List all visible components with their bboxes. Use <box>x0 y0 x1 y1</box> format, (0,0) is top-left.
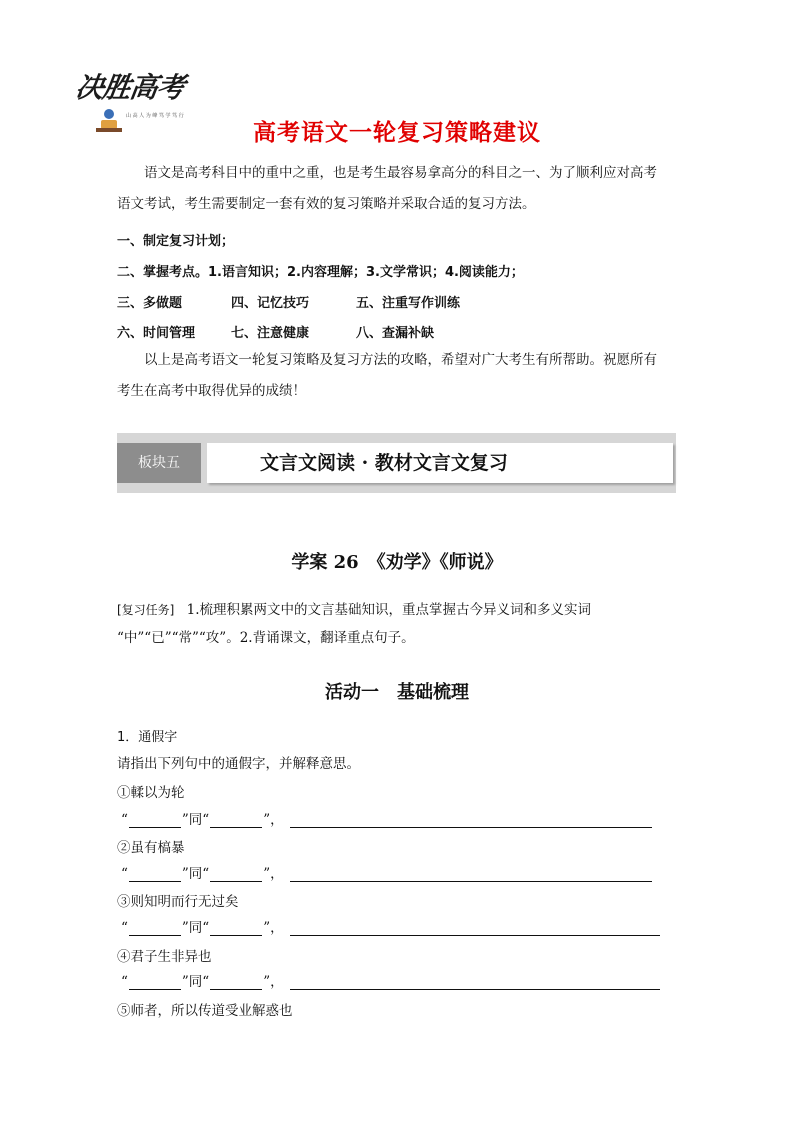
blank-row-3[interactable] <box>121 916 660 936</box>
blank-char-1[interactable] <box>129 975 181 990</box>
quote-open: “ <box>121 974 128 990</box>
same-as-label: ”同“ <box>181 812 210 828</box>
quote-close: ”， <box>263 920 284 936</box>
blank-char-2[interactable] <box>210 813 262 828</box>
lesson-title: 学案 26 《劝学》《师说》 <box>291 552 503 573</box>
plan-item-4: 四、记忆技巧 <box>231 296 310 311</box>
blank-meaning[interactable] <box>290 975 660 990</box>
logo-text: 决胜高考 <box>73 71 187 104</box>
intro-line-2: 语文考试，考生需要制定一套有效的复习策略并采取合适的复习方法。 <box>117 196 536 212</box>
blank-meaning[interactable] <box>290 867 652 882</box>
closing-line-2: 考生在高考中取得优异的成绩！ <box>117 383 306 399</box>
task-line-1: 1.梳理积累两文中的文言基础知识，重点掌握古今异义词和多义实词 <box>186 602 592 618</box>
closing-paragraph <box>117 345 687 407</box>
blank-char-1[interactable] <box>129 867 181 882</box>
plan-item-3: 三、多做题 <box>117 296 183 311</box>
item-1: ①輮以为轮 <box>117 785 185 801</box>
blank-char-1[interactable] <box>129 921 181 936</box>
blank-char-2[interactable] <box>210 867 262 882</box>
activity-title: 活动一 基础梳理 <box>325 682 469 703</box>
section-instruction: 请指出下列句中的通假字，并解释意思。 <box>117 756 360 772</box>
blank-meaning[interactable] <box>290 813 652 828</box>
same-as-label: ”同“ <box>181 866 210 882</box>
item-5: ⑤师者，所以传道受业解惑也 <box>117 1003 293 1019</box>
task-label: [复习任务] <box>117 603 175 617</box>
task-line-2: “中”“已”“常”“攻”。2.背诵课文，翻译重点句子。 <box>117 630 415 646</box>
banner-box <box>207 443 673 483</box>
quote-open: “ <box>121 920 128 936</box>
blank-row-2[interactable] <box>121 862 652 882</box>
quote-close: ”， <box>263 974 284 990</box>
plan-item-6: 六、时间管理 <box>117 326 196 341</box>
blank-char-1[interactable] <box>129 813 181 828</box>
same-as-label: ”同“ <box>181 974 210 990</box>
plan-line-2: 二、掌握考点。1.语言知识；2.内容理解；3.文学常识；4.阅读能力； <box>117 265 524 280</box>
quote-close: ”， <box>263 812 284 828</box>
review-task <box>117 596 687 652</box>
plan-line-1: 一、制定复习计划； <box>117 234 235 249</box>
item-2: ②虽有槁暴 <box>117 840 185 856</box>
intro-paragraph <box>117 158 687 220</box>
logo-tagline: 山 高 人 为 峰 笃 学 笃 行 <box>126 113 184 119</box>
quote-open: “ <box>121 866 128 882</box>
intro-line-1: 语文是高考科目中的重中之重，也是考生最容易拿高分的科目之一、为了顺利应对高考 <box>144 165 657 181</box>
banner-tag: 板块五 <box>117 443 201 483</box>
plan-item-8: 八、查漏补缺 <box>356 326 435 341</box>
item-3: ③则知明而行无过矣 <box>117 894 239 910</box>
blank-row-4[interactable] <box>121 970 660 990</box>
blank-row-1[interactable] <box>121 808 652 828</box>
plan-item-5: 五、注重写作训练 <box>356 296 461 311</box>
plan-item-7: 七、注意健康 <box>231 326 310 341</box>
blank-char-2[interactable] <box>210 921 262 936</box>
section-heading: 1．通假字 <box>117 730 178 745</box>
page-title: 高考语文一轮复习策略建议 <box>253 120 541 146</box>
quote-close: ”， <box>263 866 284 882</box>
closing-line-1: 以上是高考语文一轮复习策略及复习方法的攻略，希望对广大考生有所帮助。祝愿所有 <box>144 352 657 368</box>
same-as-label: ”同“ <box>181 920 210 936</box>
blank-meaning[interactable] <box>290 921 660 936</box>
section-banner <box>117 433 676 493</box>
quote-open: “ <box>121 812 128 828</box>
blank-char-2[interactable] <box>210 975 262 990</box>
item-4: ④君子生非异也 <box>117 949 212 965</box>
banner-title: 文言文阅读 · 教材文言文复习 <box>260 452 508 474</box>
